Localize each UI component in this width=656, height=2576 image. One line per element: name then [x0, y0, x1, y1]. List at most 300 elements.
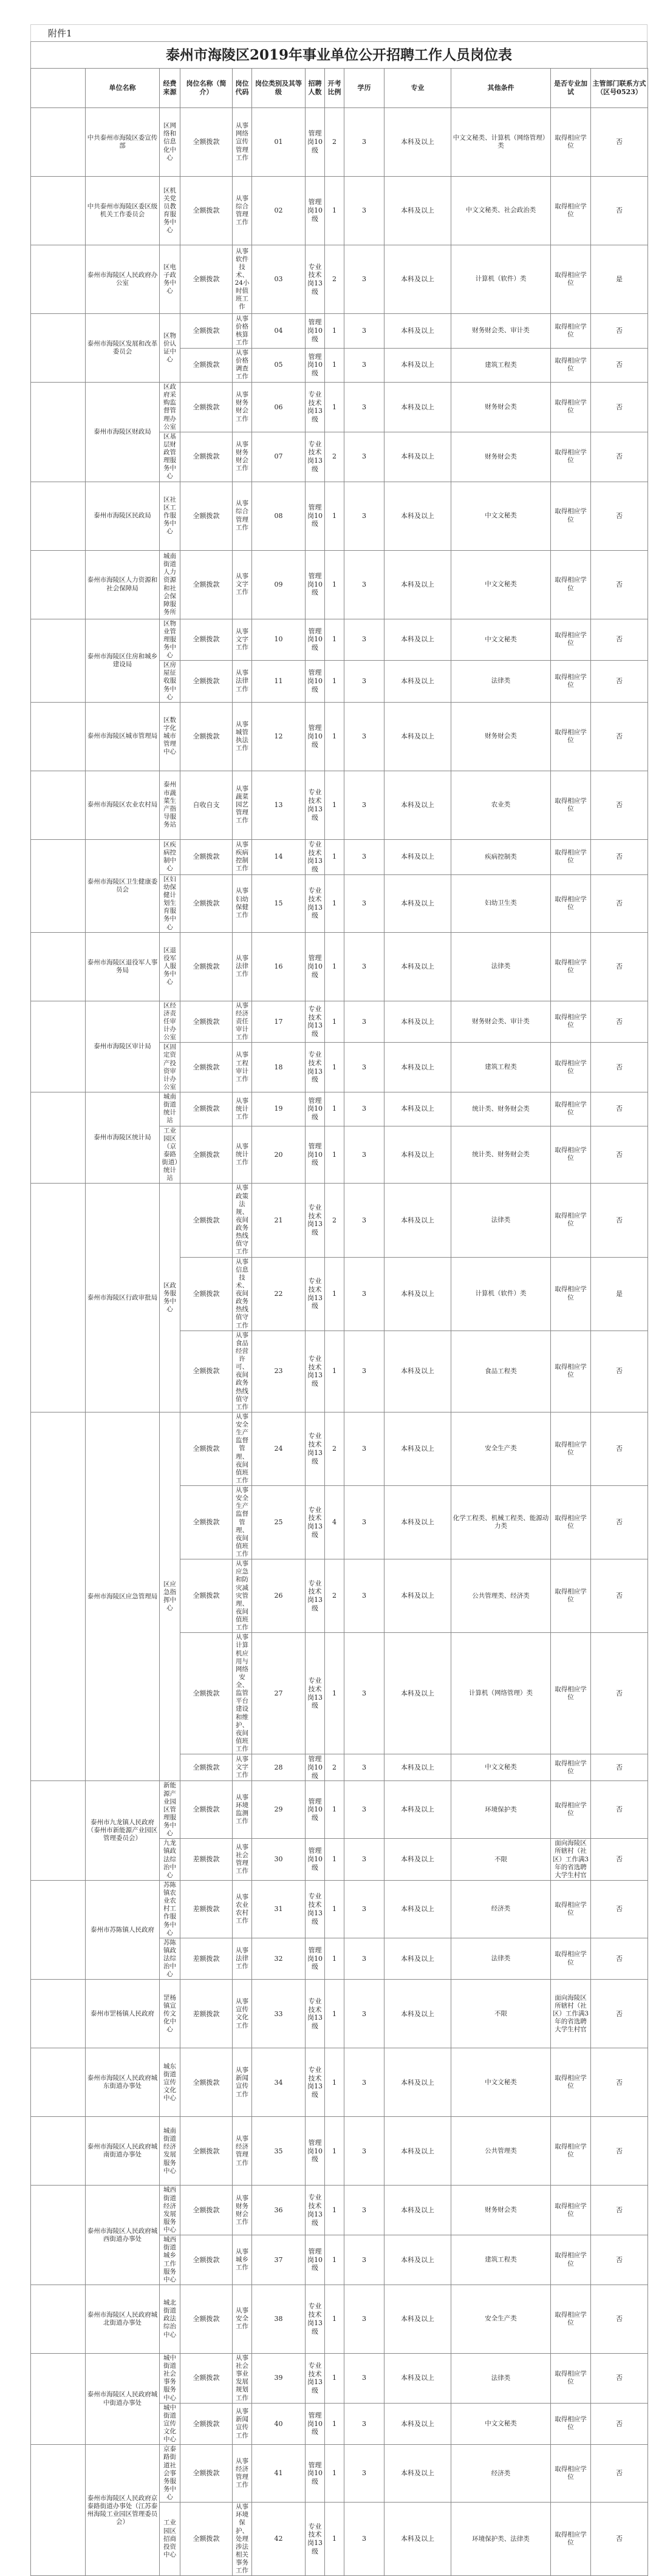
- cell-unit: 城西街道经济发展服务中心: [160, 2186, 180, 2235]
- cell-education: 本科及以上: [384, 245, 451, 314]
- cell-education: 本科及以上: [384, 2186, 451, 2235]
- cell-education: 本科及以上: [384, 550, 451, 619]
- cell-post: 从事经济管理工作: [233, 2445, 252, 2503]
- cell-category: 专业技术岗13级: [306, 1331, 325, 1412]
- cell-conditions: 取得相应学位: [551, 177, 591, 245]
- cell-code: 14: [252, 839, 306, 874]
- cell-major: 安全生产类: [451, 2285, 551, 2353]
- cell-education: 本科及以上: [384, 661, 451, 703]
- cell-education: 本科及以上: [384, 1980, 451, 2048]
- cell-number: 2: [325, 1754, 344, 1781]
- cell-post: 从事经济管理工作: [233, 2117, 252, 2186]
- table-row: [31, 2353, 648, 2403]
- cell-major: 安全生产类: [451, 1412, 551, 1485]
- cell-test: 否: [591, 1839, 648, 1881]
- cell-education: 本科及以上: [384, 1839, 451, 1881]
- header-fund: 经费来源: [160, 69, 180, 108]
- cell-education: 本科及以上: [384, 2117, 451, 2186]
- cell-category: 管理岗10级: [306, 2445, 325, 2503]
- department-spacer: [31, 771, 86, 839]
- cell-code: 35: [252, 2117, 306, 2186]
- cell-conditions: 取得相应学位: [551, 1486, 591, 1559]
- cell-conditions: 取得相应学位: [551, 874, 591, 932]
- cell-unit: 城西街道城乡工作服务中心: [160, 2235, 180, 2285]
- cell-ratio: 3: [344, 1126, 384, 1184]
- cell-department: 泰州市九龙镇人民政府（泰州市新能源产业园区管理委员会）: [86, 1781, 160, 1881]
- cell-education: 本科及以上: [384, 874, 451, 932]
- cell-test: 否: [591, 1559, 648, 1633]
- cell-test: 否: [591, 1412, 648, 1485]
- cell-conditions: 取得相应学位: [551, 108, 591, 177]
- cell-department: 泰州市海陵区人民政府办公室: [86, 245, 160, 314]
- cell-code: 22: [252, 1257, 306, 1331]
- cell-code: 36: [252, 2186, 306, 2235]
- table-row: [31, 2048, 648, 2117]
- cell-ratio: 3: [344, 1257, 384, 1331]
- cell-post: 从事政策法规、夜间政务热线值守工作: [233, 1184, 252, 1257]
- cell-number: 1: [325, 1938, 344, 1980]
- table-row: [31, 1001, 648, 1043]
- cell-code: 34: [252, 2048, 306, 2117]
- cell-ratio: 3: [344, 2235, 384, 2285]
- cell-education: 本科及以上: [384, 1486, 451, 1559]
- cell-conditions: 取得相应学位: [551, 1092, 591, 1126]
- cell-department: 泰州市海陵区人民政府城北街道办事处: [86, 2285, 160, 2353]
- department-spacer: [31, 2186, 86, 2285]
- department-spacer: [31, 1880, 86, 1980]
- cell-conditions: 取得相应学位: [551, 1633, 591, 1754]
- cell-ratio: 3: [344, 1092, 384, 1126]
- cell-test: 否: [591, 702, 648, 771]
- cell-code: 25: [252, 1486, 306, 1559]
- cell-department: 泰州市海陵区应急管理局: [86, 1412, 160, 1781]
- cell-code: 17: [252, 1001, 306, 1043]
- cell-education: 本科及以上: [384, 1412, 451, 1485]
- cell-post: 从事综合管理工作: [233, 177, 252, 245]
- cell-conditions: 取得相应学位: [551, 1184, 591, 1257]
- cell-code: 23: [252, 1331, 306, 1412]
- cell-post: 从事妇幼保健工作: [233, 874, 252, 932]
- cell-category: 专业技术岗13级: [306, 1043, 325, 1092]
- cell-code: 40: [252, 2403, 306, 2445]
- cell-code: 03: [252, 245, 306, 314]
- cell-unit: 城中街道社会事务服务中心: [160, 2353, 180, 2403]
- table-row: [31, 1412, 648, 1485]
- cell-category: 专业技术岗13级: [306, 1257, 325, 1331]
- cell-post: 从事经济责任审计工作: [233, 1001, 252, 1043]
- cell-education: 本科及以上: [384, 482, 451, 550]
- cell-number: 1: [325, 839, 344, 874]
- cell-test: 否: [591, 2235, 648, 2285]
- cell-department: 中共泰州市海陵区委宣传部: [86, 108, 160, 177]
- cell-conditions: 取得相应学位: [551, 619, 591, 661]
- table-row: [31, 245, 648, 314]
- cell-ratio: 3: [344, 2117, 384, 2186]
- cell-test: 否: [591, 1331, 648, 1412]
- cell-major: 财务财会类: [451, 702, 551, 771]
- cell-number: 1: [325, 661, 344, 703]
- cell-test: 否: [591, 2445, 648, 2503]
- cell-conditions: 取得相应学位: [551, 2117, 591, 2186]
- header-category: 岗位类别及其等级: [252, 69, 306, 108]
- cell-department: 泰州市海陵区统计局: [86, 1092, 160, 1184]
- cell-major: 不限: [451, 1839, 551, 1881]
- cell-test: 否: [591, 1184, 648, 1257]
- cell-test: 否: [591, 619, 648, 661]
- cell-conditions: 取得相应学位: [551, 482, 591, 550]
- cell-post: 从事工程审计工作: [233, 1043, 252, 1092]
- cell-test: 否: [591, 2117, 648, 2186]
- cell-education: 本科及以上: [384, 1938, 451, 1980]
- cell-ratio: 3: [344, 932, 384, 1001]
- job-table: [30, 68, 648, 2576]
- table-row: [31, 932, 648, 1001]
- cell-department: 泰州市海陵区住房和城乡建设局: [86, 619, 160, 702]
- cell-fund: 全额拨款: [180, 702, 233, 771]
- department-spacer: [31, 2048, 86, 2117]
- cell-ratio: 3: [344, 1880, 384, 1938]
- cell-post: 从事城乡工作: [233, 2235, 252, 2285]
- cell-number: 1: [325, 314, 344, 349]
- cell-post: 从事新闻宣传工作: [233, 2403, 252, 2445]
- department-spacer: [31, 177, 86, 245]
- cell-code: 10: [252, 619, 306, 661]
- cell-fund: 全额拨款: [180, 383, 233, 432]
- cell-category: 专业技术岗13级: [306, 1412, 325, 1485]
- cell-major: 计算机（网络管理）类: [451, 1633, 551, 1754]
- cell-test: 否: [591, 1633, 648, 1754]
- cell-test: 否: [591, 771, 648, 839]
- cell-major: 中文文秘类: [451, 550, 551, 619]
- cell-category: 管理岗10级: [306, 177, 325, 245]
- cell-conditions: 取得相应学位: [551, 2403, 591, 2445]
- cell-code: 19: [252, 1092, 306, 1126]
- cell-unit: 区疾病控制中心: [160, 839, 180, 874]
- cell-test: 否: [591, 108, 648, 177]
- cell-number: 1: [325, 1781, 344, 1839]
- cell-category: 专业技术岗13级: [306, 2353, 325, 2403]
- cell-ratio: 3: [344, 348, 384, 383]
- cell-test: 否: [591, 1754, 648, 1781]
- cell-unit: 区机关党员教育服务中心: [160, 177, 180, 245]
- cell-education: 本科及以上: [384, 432, 451, 482]
- cell-major: 中文文秘类、社会政治类: [451, 177, 551, 245]
- cell-number: 4: [325, 1486, 344, 1559]
- cell-major: 中文文秘类、计算机（网络管理）类: [451, 108, 551, 177]
- cell-major: 不限: [451, 1980, 551, 2048]
- cell-code: 37: [252, 2235, 306, 2285]
- cell-education: 本科及以上: [384, 1001, 451, 1043]
- cell-post: 从事统计工作: [233, 1126, 252, 1184]
- cell-test: 否: [591, 661, 648, 703]
- cell-post: 从事法律工作: [233, 932, 252, 1001]
- department-spacer: [31, 2353, 86, 2444]
- cell-code: 12: [252, 702, 306, 771]
- cell-category: 专业技术岗13级: [306, 2186, 325, 2235]
- table-row: [31, 314, 648, 349]
- cell-education: 本科及以上: [384, 619, 451, 661]
- cell-fund: 差额拨款: [180, 1880, 233, 1938]
- cell-unit: 区数字化城市管理中心: [160, 702, 180, 771]
- cell-ratio: 3: [344, 1184, 384, 1257]
- cell-unit: 区妇幼保健计划生育服务中心: [160, 874, 180, 932]
- cell-post: 从事食品经营许可、夜间政务热线值守工作: [233, 1331, 252, 1412]
- cell-education: 本科及以上: [384, 2285, 451, 2353]
- department-spacer: [31, 245, 86, 314]
- cell-code: 18: [252, 1043, 306, 1092]
- cell-major: 中文文秘类: [451, 1754, 551, 1781]
- cell-category: 专业技术岗13级: [306, 383, 325, 432]
- table-row: [31, 2445, 648, 2503]
- cell-number: 1: [325, 2285, 344, 2353]
- cell-code: 11: [252, 661, 306, 703]
- cell-ratio: 3: [344, 383, 384, 432]
- cell-category: 专业技术岗13级: [306, 2503, 325, 2576]
- cell-unit: 城南街道统计站: [160, 1092, 180, 1126]
- cell-education: 本科及以上: [384, 1559, 451, 1633]
- cell-fund: 全额拨款: [180, 619, 233, 661]
- cell-major: 疾病控制类: [451, 839, 551, 874]
- cell-test: 否: [591, 383, 648, 432]
- header-conditions: 其他条件: [451, 69, 551, 108]
- cell-category: 管理岗10级: [306, 1126, 325, 1184]
- cell-department: 泰州市罡杨镇人民政府: [86, 1980, 160, 2048]
- cell-number: 1: [325, 1043, 344, 1092]
- cell-conditions: 取得相应学位: [551, 2445, 591, 2503]
- cell-number: 1: [325, 2353, 344, 2403]
- cell-major: 财务财会类: [451, 432, 551, 482]
- cell-post: 从事文字工作: [233, 1754, 252, 1781]
- cell-conditions: 取得相应学位: [551, 1781, 591, 1839]
- cell-fund: 全额拨款: [180, 874, 233, 932]
- cell-number: 1: [325, 383, 344, 432]
- cell-fund: 全额拨款: [180, 1043, 233, 1092]
- cell-ratio: 3: [344, 1839, 384, 1881]
- cell-code: 26: [252, 1559, 306, 1633]
- cell-department: 泰州市海陵区财政局: [86, 383, 160, 482]
- table-row: [31, 1184, 648, 1257]
- cell-major: 法律类: [451, 2353, 551, 2403]
- cell-category: 专业技术岗13级: [306, 1980, 325, 2048]
- cell-fund: 全额拨款: [180, 2235, 233, 2285]
- cell-conditions: 取得相应学位: [551, 661, 591, 703]
- cell-number: 1: [325, 1001, 344, 1043]
- cell-department: 泰州市海陵区行政审批局: [86, 1184, 160, 1412]
- header-post: 岗位名称（简介）: [180, 69, 233, 108]
- cell-category: 管理岗10级: [306, 619, 325, 661]
- cell-major: 建筑工程类: [451, 2235, 551, 2285]
- cell-fund: 全额拨款: [180, 2353, 233, 2403]
- cell-education: 本科及以上: [384, 383, 451, 432]
- cell-ratio: 3: [344, 1559, 384, 1633]
- cell-major: 化学工程类、机械工程类、能源动力类: [451, 1486, 551, 1559]
- cell-ratio: 3: [344, 1331, 384, 1412]
- cell-conditions: 取得相应学位: [551, 1754, 591, 1781]
- cell-department: 泰州市苏陈镇人民政府: [86, 1880, 160, 1980]
- cell-conditions: 取得相应学位: [551, 2285, 591, 2353]
- cell-ratio: 3: [344, 245, 384, 314]
- department-spacer: [31, 1781, 86, 1881]
- cell-post: 从事法律工作: [233, 661, 252, 703]
- cell-unit: 工业园区（京泰路街道）统计站: [160, 1126, 180, 1184]
- cell-ratio: 3: [344, 108, 384, 177]
- cell-education: 本科及以上: [384, 2235, 451, 2285]
- cell-category: 专业技术岗13级: [306, 1633, 325, 1754]
- cell-category: 管理岗10级: [306, 2235, 325, 2285]
- cell-code: 01: [252, 108, 306, 177]
- cell-number: 1: [325, 1880, 344, 1938]
- cell-major: 环境保护类: [451, 1781, 551, 1839]
- cell-number: 2: [325, 432, 344, 482]
- cell-code: 31: [252, 1880, 306, 1938]
- cell-unit: 京泰路街道社会事务服务中心: [160, 2445, 180, 2503]
- cell-department: 泰州市海陵区退役军人事务局: [86, 932, 160, 1001]
- department-spacer: [31, 2117, 86, 2186]
- cell-code: 09: [252, 550, 306, 619]
- cell-code: 04: [252, 314, 306, 349]
- cell-conditions: 取得相应学位: [551, 432, 591, 482]
- table-row: [31, 2117, 648, 2186]
- cell-major: 法律类: [451, 661, 551, 703]
- table-row: [31, 839, 648, 874]
- cell-major: 统计类、财务财会类: [451, 1126, 551, 1184]
- cell-conditions: 取得相应学位: [551, 1257, 591, 1331]
- cell-category: 专业技术岗13级: [306, 1880, 325, 1938]
- cell-number: 1: [325, 1633, 344, 1754]
- department-spacer: [31, 482, 86, 550]
- cell-code: 02: [252, 177, 306, 245]
- cell-education: 本科及以上: [384, 1331, 451, 1412]
- cell-fund: 全额拨款: [180, 1754, 233, 1781]
- cell-test: 否: [591, 2353, 648, 2403]
- cell-code: 32: [252, 1938, 306, 1980]
- cell-fund: 全额拨款: [180, 1092, 233, 1126]
- cell-post: 从事文字工作: [233, 619, 252, 661]
- cell-unit: 区物价认证中心: [160, 314, 180, 383]
- cell-department: 泰州市海陵区发展和改革委员会: [86, 314, 160, 383]
- cell-education: 本科及以上: [384, 1126, 451, 1184]
- cell-code: 20: [252, 1126, 306, 1184]
- cell-fund: 全额拨款: [180, 839, 233, 874]
- cell-ratio: 3: [344, 1633, 384, 1754]
- cell-ratio: 3: [344, 839, 384, 874]
- cell-post: 从事疾病控制工作: [233, 839, 252, 874]
- cell-major: 法律类: [451, 1184, 551, 1257]
- cell-test: 否: [591, 2048, 648, 2117]
- cell-department: 泰州市海陵区人民政府城西街道办事处: [86, 2186, 160, 2285]
- cell-unit: 城北街道政法综治中心: [160, 2285, 180, 2353]
- cell-code: 21: [252, 1184, 306, 1257]
- cell-fund: 全额拨款: [180, 1001, 233, 1043]
- cell-post: 从事法律工作: [233, 1938, 252, 1980]
- cell-conditions: 取得相应学位: [551, 932, 591, 1001]
- cell-conditions: 取得相应学位: [551, 1001, 591, 1043]
- cell-number: 1: [325, 2403, 344, 2445]
- cell-number: 1: [325, 2503, 344, 2576]
- cell-test: 否: [591, 2503, 648, 2576]
- cell-fund: 全额拨款: [180, 177, 233, 245]
- cell-conditions: 取得相应学位: [551, 1331, 591, 1412]
- cell-category: 专业技术岗13级: [306, 839, 325, 874]
- cell-post: 从事环境保护、处理涉法相关事务工作: [233, 2503, 252, 2576]
- cell-code: 15: [252, 874, 306, 932]
- cell-major: 农业类: [451, 771, 551, 839]
- cell-post: 从事财务财会工作: [233, 2186, 252, 2235]
- cell-department: 泰州市海陵区卫生健康委员会: [86, 839, 160, 932]
- cell-code: 08: [252, 482, 306, 550]
- table-row: [31, 1880, 648, 1938]
- header-code: 岗位代码: [233, 69, 252, 108]
- table-row: [31, 1092, 648, 1126]
- cell-major: 财务财会类: [451, 383, 551, 432]
- cell-number: 1: [325, 482, 344, 550]
- cell-conditions: 取得相应学位: [551, 1880, 591, 1938]
- cell-education: 本科及以上: [384, 2048, 451, 2117]
- cell-unit: 城中街道宣传文化中心: [160, 2403, 180, 2445]
- cell-unit: 罡杨镇宣传文化中心: [160, 1980, 180, 2048]
- table-row: [31, 1980, 648, 2048]
- cell-department: 泰州市海陵区城市管理局: [86, 702, 160, 771]
- attachment-label: 附件1: [30, 24, 647, 41]
- cell-conditions: 取得相应学位: [551, 2503, 591, 2576]
- cell-category: 管理岗10级: [306, 108, 325, 177]
- cell-ratio: 3: [344, 2048, 384, 2117]
- cell-fund: 全额拨款: [180, 1412, 233, 1485]
- cell-post: 从事农业农村工作: [233, 1880, 252, 1938]
- cell-major: 经济类: [451, 1880, 551, 1938]
- cell-number: 1: [325, 2186, 344, 2235]
- cell-category: 专业技术岗13级: [306, 1559, 325, 1633]
- cell-number: 2: [325, 108, 344, 177]
- cell-test: 否: [591, 348, 648, 383]
- cell-major: 财务财会类、审计类: [451, 314, 551, 349]
- department-spacer: [31, 2445, 86, 2576]
- cell-major: 中文文秘类: [451, 2403, 551, 2445]
- table-row: [31, 177, 648, 245]
- cell-conditions: 取得相应学位: [551, 2235, 591, 2285]
- cell-major: 法律类: [451, 932, 551, 1001]
- cell-ratio: 3: [344, 1980, 384, 2048]
- cell-post: 从事城管执法工作: [233, 702, 252, 771]
- cell-post: 从事宣传文化工作: [233, 1980, 252, 2048]
- cell-ratio: 3: [344, 2503, 384, 2576]
- cell-code: 30: [252, 1839, 306, 1881]
- cell-education: 本科及以上: [384, 1781, 451, 1839]
- cell-number: 2: [325, 1184, 344, 1257]
- department-spacer: [31, 314, 86, 383]
- cell-department: 泰州市海陵区民政局: [86, 482, 160, 550]
- cell-post: 从事环境监测工作: [233, 1781, 252, 1839]
- cell-ratio: 3: [344, 482, 384, 550]
- cell-number: 2: [325, 1412, 344, 1485]
- cell-ratio: 3: [344, 2285, 384, 2353]
- cell-post: 从事信息技术、夜间政务热线值守工作: [233, 1257, 252, 1331]
- cell-major: 中文文秘类: [451, 2048, 551, 2117]
- cell-ratio: 3: [344, 550, 384, 619]
- cell-post: 从事新闻宣传工作: [233, 2048, 252, 2117]
- cell-category: 专业技术岗13级: [306, 432, 325, 482]
- cell-fund: 全额拨款: [180, 1633, 233, 1754]
- cell-number: 1: [325, 1980, 344, 2048]
- cell-test: 否: [591, 2403, 648, 2445]
- cell-code: 39: [252, 2353, 306, 2403]
- header-ratio: 开考比例: [325, 69, 344, 108]
- cell-unit: 区退役军人服务中心: [160, 932, 180, 1001]
- cell-test: 否: [591, 1781, 648, 1839]
- cell-category: 管理岗10级: [306, 482, 325, 550]
- cell-department: 中共泰州市海陵区委区级机关工作委员会: [86, 177, 160, 245]
- cell-number: 1: [325, 1839, 344, 1881]
